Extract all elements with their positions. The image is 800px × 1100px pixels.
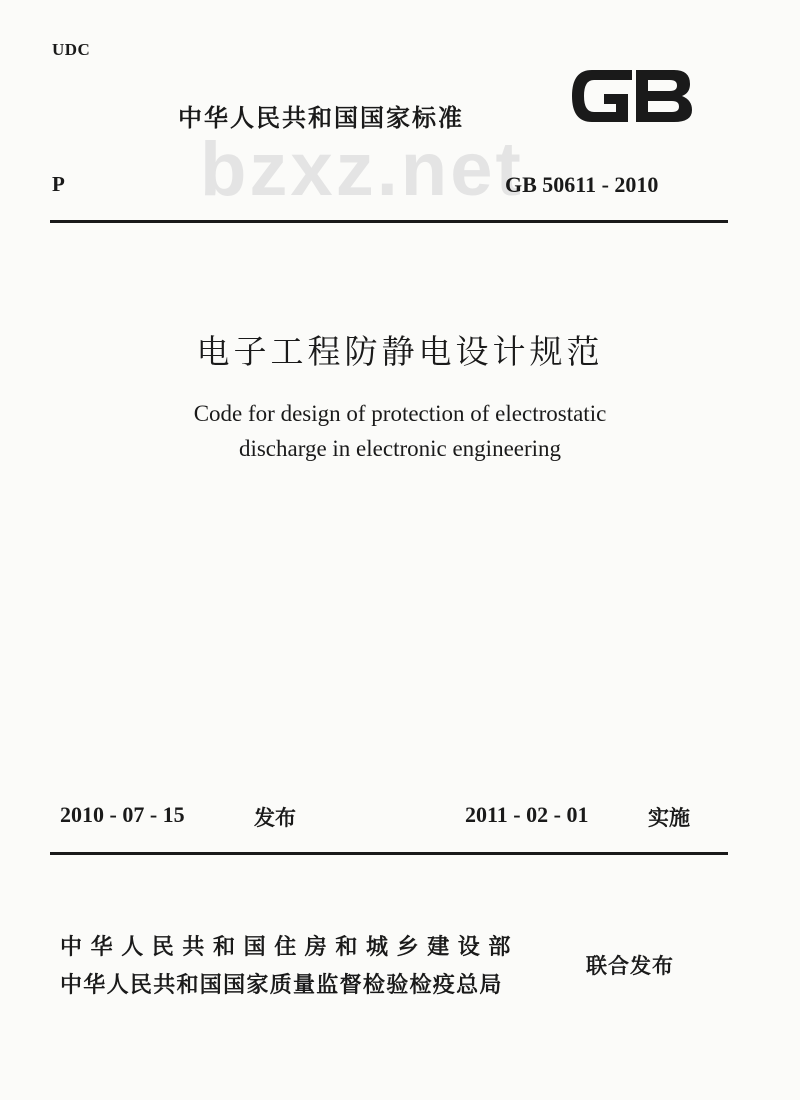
udc-label: UDC bbox=[52, 40, 91, 59]
implementation-label: 实施 bbox=[648, 806, 690, 830]
bottom-divider bbox=[50, 852, 728, 855]
standard-number: GB 50611 - 2010 bbox=[505, 172, 659, 197]
issue-date: 2010 - 07 - 15 bbox=[60, 802, 185, 827]
issuer-ministry-housing: 中华人民共和国住房和城乡建设部 bbox=[60, 935, 520, 960]
top-divider bbox=[50, 220, 728, 223]
national-standard-heading: 中华人民共和国国家标准 bbox=[178, 104, 464, 132]
title-english-line1: Code for design of protection of electrostatic bbox=[193, 401, 607, 426]
implementation-date: 2011 - 02 - 01 bbox=[465, 802, 589, 827]
gb-logo-text: GB bbox=[766, 260, 768, 261]
issuer-quality-administration: 中华人民共和国国家质量监督检验检疫总局 bbox=[60, 973, 503, 998]
title-chinese: 电子工程防静电设计规范 bbox=[196, 332, 604, 371]
title-english-line2: discharge in electronic engineering bbox=[238, 436, 562, 461]
watermark: bzxz.net bbox=[200, 127, 524, 212]
joint-issue-label: 联合发布 bbox=[586, 954, 674, 978]
title-english bbox=[0, 396, 800, 466]
category-code: P bbox=[52, 172, 65, 196]
issue-label: 发布 bbox=[254, 806, 296, 830]
